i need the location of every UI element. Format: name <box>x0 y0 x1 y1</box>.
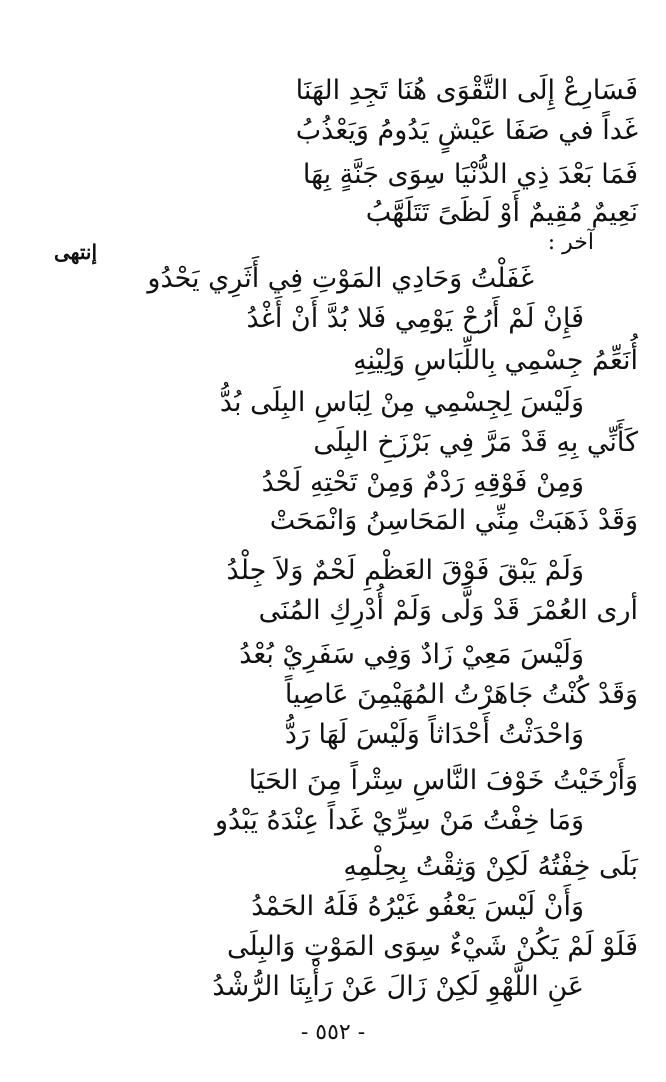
verse-line: فَمَا بَعْدَ ذِي الدُّنْيَا سِوَى جَنَّةٍ بِهَا <box>302 159 638 190</box>
verse-line: أُنَعِّمُ جِسْمِي بِاللِّبَاسِ وَلِيْنِهِ <box>353 345 638 376</box>
verse-line: وَلَيْسَ مَعِيْ زَادٌ وَفِي سَفَرِيْ بُعْدُ <box>239 639 584 670</box>
verse-line: فَسَارِعْ إِلَى التَّقْوَى هُنَا تَجِدِ الهَنَا <box>295 75 638 106</box>
verse-line: أرى العُمْرَ قَدْ وَلَّى وَلَمْ أُدْرِكِ المُنَى <box>258 595 638 626</box>
section-heading: آخر : <box>547 230 594 255</box>
verse-line: وَأَرْخَيْتُ خَوْفَ النَّاسِ سِتْراً مِنَ الحَيَا <box>248 765 638 796</box>
verse-line: عَنِ اللَّهْوِ لَكِنْ زَالَ عَنْ رَأْيِنَا الرُّشْدُ <box>212 971 584 1002</box>
verse-line: وَقَدْ كُنْتُ جَاهَرْتُ المُهَيْمِنَ عَاصِياً <box>284 679 638 710</box>
verse-line: غَداً في صَفَا عَيْشٍ يَدُومُ وَيَعْذُبُ <box>295 115 638 146</box>
end-note: إنتهى <box>54 240 98 264</box>
verse-line: وَلَمْ يَبْقَ فَوْقَ العَظْمِ لَحْمٌ وَلاَ جِلْدُ <box>226 555 584 586</box>
verse-line: كَأَنِّي بِهِ قَدْ مَرَّ فِي بَرْزَخِ البِلَى <box>313 427 638 458</box>
verse-line: وَقَدْ ذَهَبَتْ مِنِّي المَحَاسِنُ وَانْمَحَتْ <box>269 505 638 536</box>
verse-line: وَاحْدَثْتُ أَحْدَاثاً وَلَيْسَ لَهَا رَدُّ <box>284 719 584 750</box>
verse-line: وَأَنْ لَيْسَ يَعْفُو غَيْرُهُ فَلَهُ الحَمْدُ <box>251 891 584 922</box>
verse-line: نَعِيمٌ مُقِيمٌ أَوْ لَظَىً تَتَلَهَّبُ <box>365 197 638 228</box>
verse-line: بَلَى خِفْتُهُ لَكِنْ وَثِقْتُ بِحِلْمِهِ <box>343 851 638 882</box>
verse-line: غَفَلْتُ وَحَادِي المَوْتِ فِي أَثَرِي يَحْدُو <box>147 263 534 294</box>
verse-line: وَمِنْ فَوْقِهِ رَدْمٌ وَمِنْ تَحْتِهِ لَحْدُ <box>261 467 584 498</box>
verse-line: فَإِنْ لَمْ أَرُحْ يَوْمِي فَلا بُدَّ أَنْ أَغْدُ <box>246 303 584 334</box>
verse-line: وَمَا خِفْتُ مَنْ سِرِّيْ غَداً عِنْدَهُ يَبْدُو <box>215 805 584 836</box>
verse-line: فَلَوْ لَمْ يَكُنْ شَيْءٌ سِوَى المَوْتِ وَالبِلَى <box>226 931 638 962</box>
page-number: - ٥٥٢ - <box>300 1020 366 1045</box>
verse-line: وَلَيْسَ لِجِسْمِي مِنْ لِبَاسِ البِلَى بُدُّ <box>219 387 584 418</box>
